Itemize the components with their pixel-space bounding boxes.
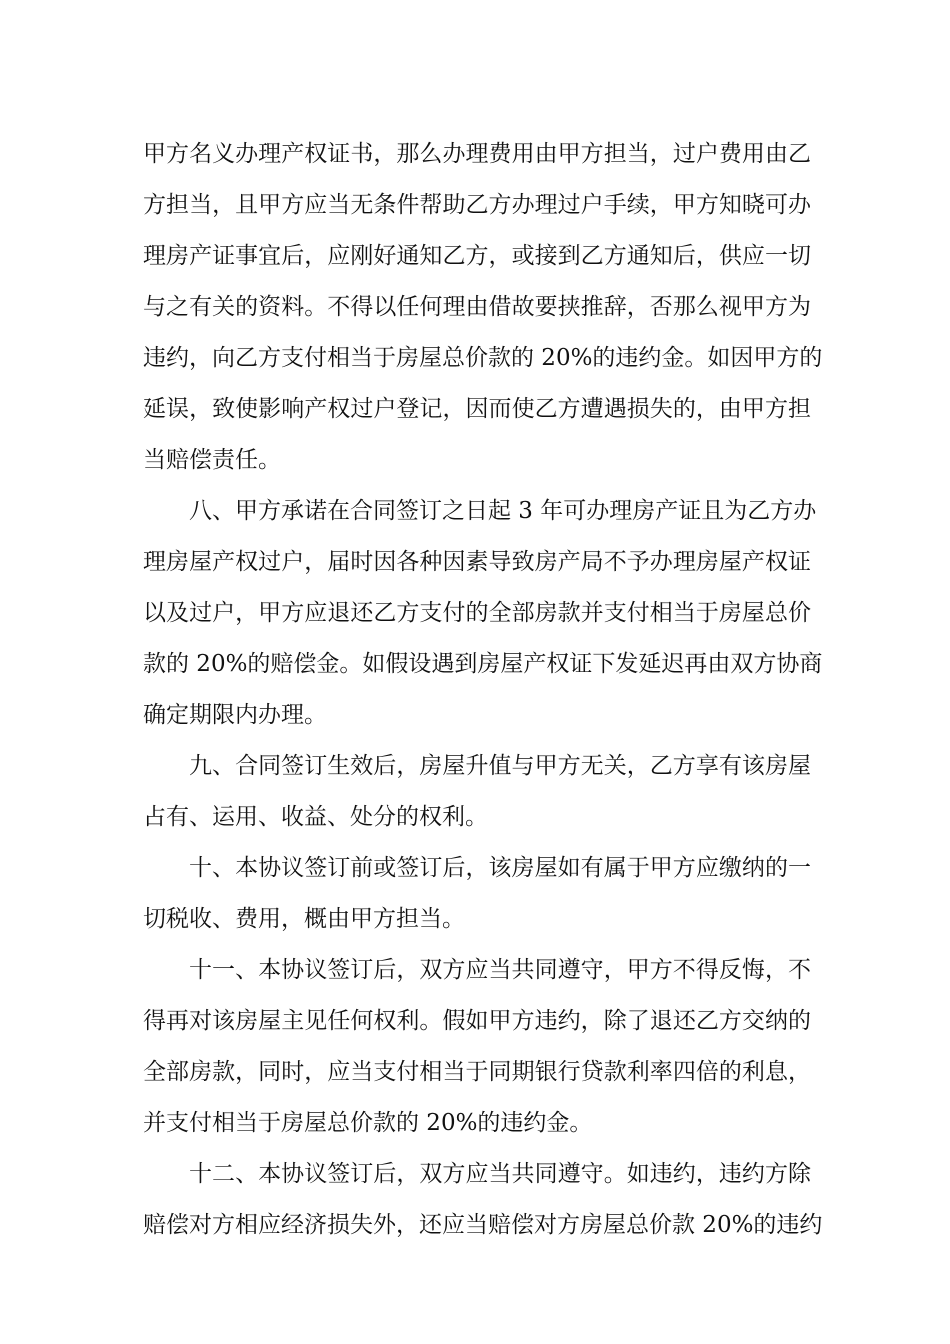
text-line: 得再对该房屋主见任何权利。假如甲方违约，除了退还乙方交纳的 (143, 1008, 811, 1034)
text-line: 方担当，且甲方应当无条件帮助乙方办理过户手续，甲方知晓可办 (143, 192, 811, 218)
text-line: 以及过户，甲方应退还乙方支付的全部房款并支付相当于房屋总价 (143, 600, 811, 626)
text-line: 切税收、费用，概由甲方担当。 (143, 906, 465, 932)
text-line: 延误，致使影响产权过户登记，因而使乙方遭遇损失的，由甲方担 (143, 396, 811, 422)
text-line: 理房屋产权过户，届时因各种因素导致房产局不予办理房屋产权证 (143, 549, 811, 575)
text-line: 当赔偿责任。 (143, 447, 281, 473)
text-line: 并支付相当于房屋总价款的 20%的违约金。 (143, 1110, 593, 1136)
text-line: 理房产证事宜后，应刚好通知乙方，或接到乙方通知后，供应一切 (143, 243, 811, 269)
text-line: 款的 20%的赔偿金。如假设遇到房屋产权证下发延迟再由双方协商 (143, 651, 823, 677)
text-line: 全部房款，同时，应当支付相当于同期银行贷款利率四倍的利息， (143, 1059, 811, 1085)
clause-10-heading-line: 十、本协议签订前或签订后，该房屋如有属于甲方应缴纳的一 (189, 855, 811, 881)
text-line: 确定期限内办理。 (143, 702, 327, 728)
clause-8-heading-line: 八、甲方承诺在合同签订之日起 3 年可办理房产证且为乙方办 (189, 498, 817, 524)
clause-12-heading-line: 十二、本协议签订后，双方应当共同遵守。如违约，违约方除 (189, 1161, 811, 1187)
text-line: 赔偿对方相应经济损失外，还应当赔偿对方房屋总价款 20%的违约 (143, 1212, 823, 1238)
clause-9-heading-line: 九、合同签订生效后，房屋升值与甲方无关，乙方享有该房屋 (189, 753, 811, 779)
text-line: 违约，向乙方支付相当于房屋总价款的 20%的违约金。如因甲方的 (143, 345, 823, 371)
document-body (143, 129, 823, 1251)
clause-11-heading-line: 十一、本协议签订后，双方应当共同遵守，甲方不得反悔，不 (189, 957, 811, 983)
text-line: 占有、运用、收益、处分的权利。 (143, 804, 488, 830)
text-line: 甲方名义办理产权证书，那么办理费用由甲方担当，过户费用由乙 (143, 141, 811, 167)
text-line: 与之有关的资料。不得以任何理由借故要挟推辞，否那么视甲方为 (143, 294, 811, 320)
